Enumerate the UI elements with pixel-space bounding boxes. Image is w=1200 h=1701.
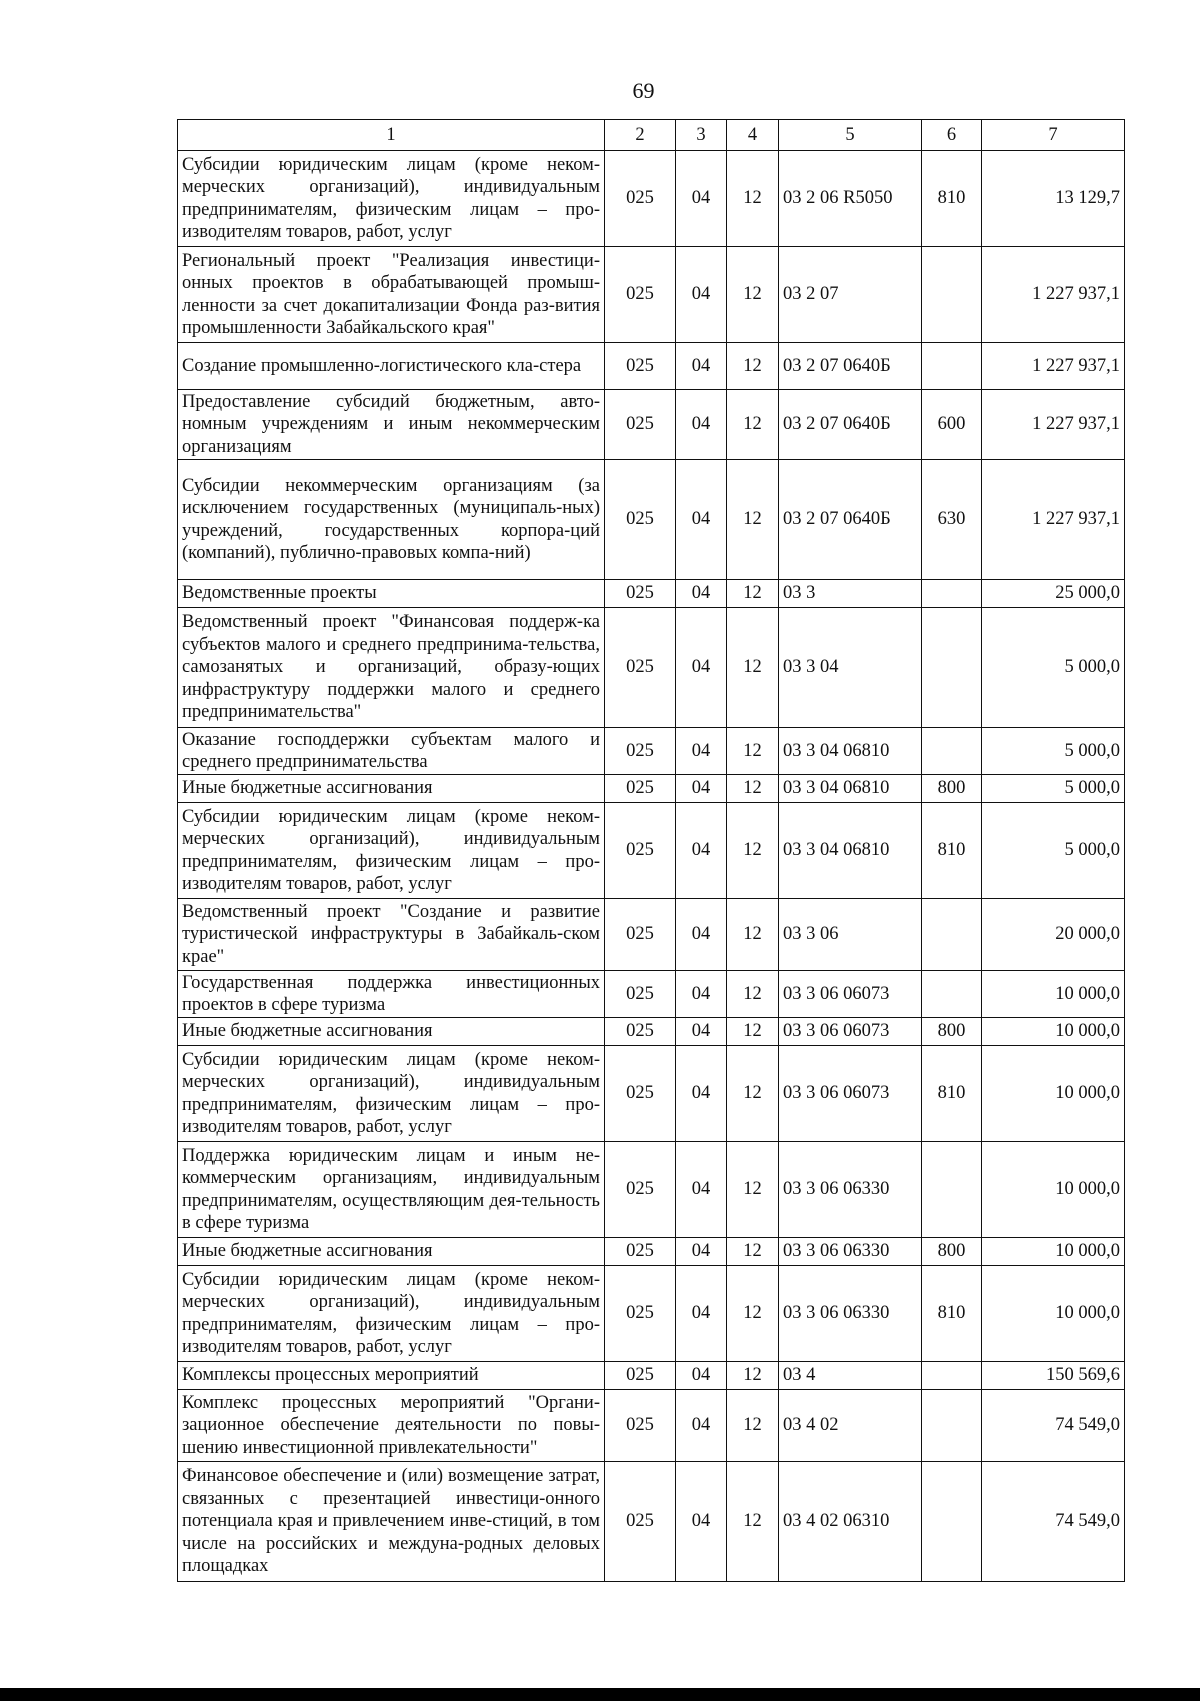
row-col-6: 630 (922, 460, 982, 580)
row-name: Комплексы процессных мероприятий (178, 1362, 605, 1390)
row-col-3: 04 (676, 580, 727, 608)
row-col-2: 025 (605, 1238, 676, 1266)
row-col-3: 04 (676, 1046, 727, 1142)
row-col-4: 12 (727, 899, 779, 971)
row-col-3: 04 (676, 1362, 727, 1390)
table-row (178, 151, 1125, 247)
header-row (178, 120, 1125, 151)
table-row (178, 1362, 1125, 1390)
row-col-4: 12 (727, 1462, 779, 1582)
row-col-4: 12 (727, 728, 779, 775)
row-col-6 (922, 1462, 982, 1582)
table-row (178, 775, 1125, 803)
col-header-4: 4 (727, 120, 779, 151)
row-col-4: 12 (727, 247, 779, 343)
row-code: 03 3 06 06330 (779, 1266, 922, 1362)
row-col-2: 025 (605, 151, 676, 247)
row-code: 03 3 06 06073 (779, 971, 922, 1018)
row-col-3: 04 (676, 803, 727, 899)
row-name: Субсидии некоммерческим организациям (за исключением государственных (муниципаль-ных) учреждений, государственных корпора-ций (компаний), публично-правовых компа-ний) (178, 460, 605, 580)
row-code: 03 3 04 06810 (779, 775, 922, 803)
row-amount: 25 000,0 (982, 580, 1125, 608)
row-name: Оказание господдержки субъектам малого и среднего предпринимательства (178, 728, 605, 775)
row-code: 03 2 07 0640Б (779, 343, 922, 390)
row-col-4: 12 (727, 1390, 779, 1462)
row-col-4: 12 (727, 1238, 779, 1266)
row-col-3: 04 (676, 247, 727, 343)
table-row (178, 803, 1125, 899)
row-code: 03 3 04 06810 (779, 728, 922, 775)
table-row (178, 580, 1125, 608)
col-header-6: 6 (922, 120, 982, 151)
row-col-4: 12 (727, 1362, 779, 1390)
row-col-3: 04 (676, 343, 727, 390)
row-code: 03 3 06 06330 (779, 1142, 922, 1238)
row-amount: 1 227 937,1 (982, 390, 1125, 460)
row-name: Иные бюджетные ассигнования (178, 1018, 605, 1046)
row-col-6 (922, 580, 982, 608)
row-code: 03 4 (779, 1362, 922, 1390)
page-number: 69 (632, 78, 655, 103)
row-amount: 10 000,0 (982, 1238, 1125, 1266)
row-col-2: 025 (605, 1362, 676, 1390)
row-code: 03 2 07 0640Б (779, 460, 922, 580)
row-code: 03 3 04 (779, 608, 922, 728)
col-header-1: 1 (178, 120, 605, 151)
table-row (178, 343, 1125, 390)
table-row (178, 1462, 1125, 1582)
row-code: 03 4 02 06310 (779, 1462, 922, 1582)
table-row (178, 608, 1125, 728)
row-amount: 5 000,0 (982, 775, 1125, 803)
row-col-2: 025 (605, 1018, 676, 1046)
col-header-5: 5 (779, 120, 922, 151)
row-col-3: 04 (676, 390, 727, 460)
row-amount: 10 000,0 (982, 1046, 1125, 1142)
row-col-6: 800 (922, 1018, 982, 1046)
row-amount: 5 000,0 (982, 803, 1125, 899)
row-name: Субсидии юридическим лицам (кроме неком-мерческих организаций), индивидуальным предпринимателям, физическим лицам – про-изводителям товаров, работ, услуг (178, 803, 605, 899)
table-row (178, 1266, 1125, 1362)
row-col-6 (922, 247, 982, 343)
row-col-2: 025 (605, 1390, 676, 1462)
row-col-2: 025 (605, 899, 676, 971)
row-col-2: 025 (605, 1046, 676, 1142)
row-col-6: 800 (922, 1238, 982, 1266)
row-name: Субсидии юридическим лицам (кроме неком-мерческих организаций), индивидуальным предпринимателям, физическим лицам – про-изводителям товаров, работ, услуг (178, 1266, 605, 1362)
row-code: 03 3 06 06073 (779, 1018, 922, 1046)
row-col-2: 025 (605, 343, 676, 390)
row-col-3: 04 (676, 460, 727, 580)
row-name: Комплекс процессных мероприятий "Органи-зационное обеспечение деятельности по повы-шению инвестиционной привлекательности" (178, 1390, 605, 1462)
row-col-6: 810 (922, 151, 982, 247)
table-row (178, 1046, 1125, 1142)
row-col-6 (922, 728, 982, 775)
table-row (178, 728, 1125, 775)
row-amount: 20 000,0 (982, 899, 1125, 971)
row-col-2: 025 (605, 971, 676, 1018)
row-col-3: 04 (676, 1018, 727, 1046)
table-row (178, 247, 1125, 343)
row-col-3: 04 (676, 1462, 727, 1582)
row-code: 03 2 07 0640Б (779, 390, 922, 460)
row-col-2: 025 (605, 580, 676, 608)
row-amount: 10 000,0 (982, 1018, 1125, 1046)
row-col-4: 12 (727, 1018, 779, 1046)
row-name: Государственная поддержка инвестиционных проектов в сфере туризма (178, 971, 605, 1018)
row-name: Предоставление субсидий бюджетным, авто-номным учреждениям и иным некоммерческим организациям (178, 390, 605, 460)
row-col-2: 025 (605, 460, 676, 580)
row-col-6: 600 (922, 390, 982, 460)
row-col-2: 025 (605, 728, 676, 775)
row-name: Создание промышленно-логистического кла-стера (178, 343, 605, 390)
row-col-6 (922, 971, 982, 1018)
row-col-4: 12 (727, 343, 779, 390)
row-col-3: 04 (676, 899, 727, 971)
col-header-3: 3 (676, 120, 727, 151)
row-col-3: 04 (676, 971, 727, 1018)
col-header-7: 7 (982, 120, 1125, 151)
row-col-2: 025 (605, 247, 676, 343)
row-col-3: 04 (676, 1390, 727, 1462)
row-name: Ведомственный проект "Создание и развитие туристической инфраструктуры в Забайкаль-ском крае" (178, 899, 605, 971)
row-name: Региональный проект "Реализация инвестици-онных проектов в обрабатывающей промыш-ленности за счет докапитализации Фонда раз-вития промышленности Забайкальского края" (178, 247, 605, 343)
row-code: 03 3 06 06073 (779, 1046, 922, 1142)
row-col-4: 12 (727, 1046, 779, 1142)
row-col-2: 025 (605, 1462, 676, 1582)
row-code: 03 2 07 (779, 247, 922, 343)
row-col-3: 04 (676, 775, 727, 803)
row-amount: 1 227 937,1 (982, 460, 1125, 580)
row-col-2: 025 (605, 775, 676, 803)
row-code: 03 3 06 (779, 899, 922, 971)
row-col-4: 12 (727, 1266, 779, 1362)
row-col-3: 04 (676, 1238, 727, 1266)
row-col-6 (922, 343, 982, 390)
row-col-4: 12 (727, 390, 779, 460)
row-col-4: 12 (727, 803, 779, 899)
row-col-6 (922, 1362, 982, 1390)
row-amount: 5 000,0 (982, 728, 1125, 775)
row-col-6: 810 (922, 1046, 982, 1142)
row-col-6 (922, 608, 982, 728)
table-row (178, 460, 1125, 580)
row-name: Поддержка юридическим лицам и иным не-коммерческим организациям, индивидуальным предпринимателям, осуществляющим дея-тельность в сфере туризма (178, 1142, 605, 1238)
table-row (178, 1238, 1125, 1266)
row-col-3: 04 (676, 608, 727, 728)
row-code: 03 2 06 R5050 (779, 151, 922, 247)
row-name: Субсидии юридическим лицам (кроме неком-мерческих организаций), индивидуальным предпринимателям, физическим лицам – про-изводителям товаров, работ, услуг (178, 151, 605, 247)
row-col-2: 025 (605, 1266, 676, 1362)
row-code: 03 3 04 06810 (779, 803, 922, 899)
row-col-4: 12 (727, 151, 779, 247)
row-col-4: 12 (727, 608, 779, 728)
row-col-2: 025 (605, 1142, 676, 1238)
row-col-4: 12 (727, 1142, 779, 1238)
row-col-6 (922, 1390, 982, 1462)
row-col-6: 800 (922, 775, 982, 803)
row-col-4: 12 (727, 580, 779, 608)
row-col-6 (922, 899, 982, 971)
row-amount: 10 000,0 (982, 1142, 1125, 1238)
row-name: Финансовое обеспечение и (или) возмещение затрат, связанных с презентацией инвестици-онного потенциала края и привлечением инве-стиций, в том числе на российских и междуна-родных деловых площадках (178, 1462, 605, 1582)
table-row (178, 1142, 1125, 1238)
row-name: Иные бюджетные ассигнования (178, 775, 605, 803)
row-amount: 5 000,0 (982, 608, 1125, 728)
row-name: Субсидии юридическим лицам (кроме неком-мерческих организаций), индивидуальным предпринимателям, физическим лицам – про-изводителям товаров, работ, услуг (178, 1046, 605, 1142)
row-code: 03 3 (779, 580, 922, 608)
row-name: Ведомственный проект "Финансовая поддерж-ка субъектов малого и среднего предпринима-тельства, самозанятых и организаций, образу-ющих инфраструктуру поддержки малого и среднего предпринимательства" (178, 608, 605, 728)
row-amount: 1 227 937,1 (982, 343, 1125, 390)
row-col-6: 810 (922, 803, 982, 899)
col-header-2: 2 (605, 120, 676, 151)
row-col-3: 04 (676, 728, 727, 775)
row-col-6: 810 (922, 1266, 982, 1362)
row-amount: 74 549,0 (982, 1462, 1125, 1582)
table-row (178, 899, 1125, 971)
row-name: Ведомственные проекты (178, 580, 605, 608)
row-col-2: 025 (605, 803, 676, 899)
row-amount: 13 129,7 (982, 151, 1125, 247)
row-col-6 (922, 1142, 982, 1238)
row-amount: 74 549,0 (982, 1390, 1125, 1462)
table-row (178, 971, 1125, 1018)
table-row (178, 390, 1125, 460)
row-col-3: 04 (676, 1142, 727, 1238)
row-amount: 150 569,6 (982, 1362, 1125, 1390)
budget-table (177, 119, 1125, 1582)
row-col-4: 12 (727, 971, 779, 1018)
row-col-3: 04 (676, 1266, 727, 1362)
row-amount: 1 227 937,1 (982, 247, 1125, 343)
row-name: Иные бюджетные ассигнования (178, 1238, 605, 1266)
row-col-2: 025 (605, 608, 676, 728)
row-code: 03 4 02 (779, 1390, 922, 1462)
row-amount: 10 000,0 (982, 971, 1125, 1018)
scan-bottom-edge (0, 1688, 1200, 1701)
row-col-2: 025 (605, 390, 676, 460)
row-col-4: 12 (727, 460, 779, 580)
row-code: 03 3 06 06330 (779, 1238, 922, 1266)
row-col-4: 12 (727, 775, 779, 803)
row-col-3: 04 (676, 151, 727, 247)
row-amount: 10 000,0 (982, 1266, 1125, 1362)
table-row (178, 1390, 1125, 1462)
table-row (178, 1018, 1125, 1046)
